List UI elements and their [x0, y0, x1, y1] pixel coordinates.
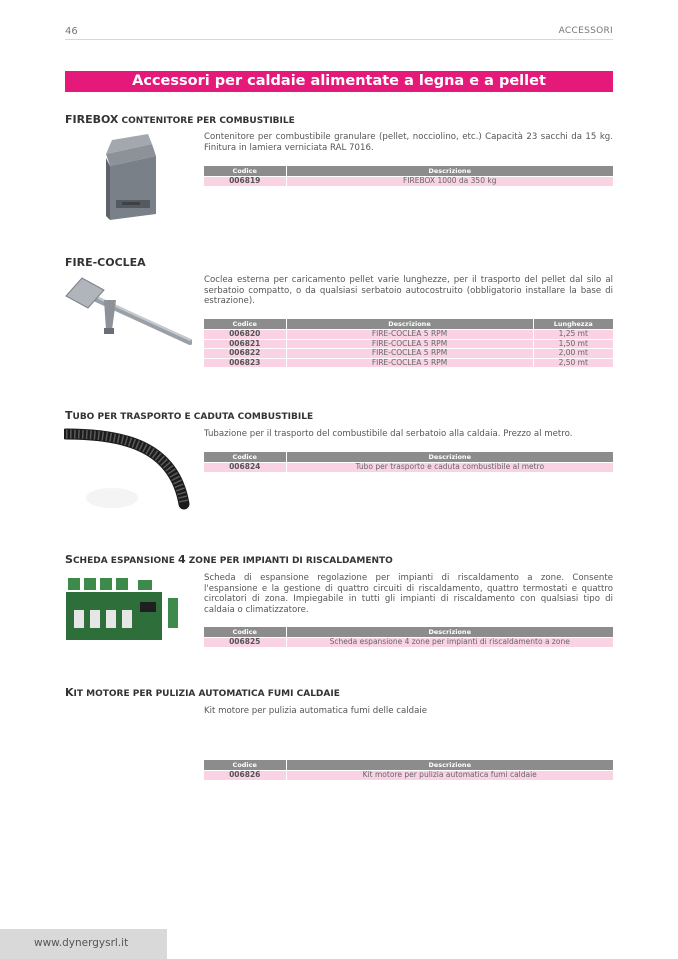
column-header: Codice: [204, 319, 286, 330]
product-code: 006822: [204, 349, 286, 359]
table-row: [204, 177, 613, 186]
column-header: Codice: [204, 627, 286, 638]
table-header-row: [204, 760, 613, 771]
product-code: 006820: [204, 330, 286, 340]
flexible-tube-image: [64, 428, 192, 510]
fire-coclea-image: [64, 276, 192, 346]
table-row: [204, 638, 613, 647]
firebox-title-main: FIREBOX: [65, 113, 119, 126]
footer: [0, 929, 167, 959]
product-code: 006819: [204, 177, 286, 186]
column-header: Descrizione: [286, 627, 613, 638]
table-row: [204, 330, 613, 340]
product-description: FIRE-COCLEA 5 RPM: [286, 339, 533, 349]
tubo-title: [65, 409, 313, 422]
tubo-title-rest: UBO PER TRASPORTO E CADUTA COMBUSTIBILE: [72, 412, 314, 422]
product-code: 006826: [204, 771, 286, 780]
product-description: FIREBOX 1000 da 350 kg: [286, 177, 613, 186]
scheda-title: [65, 553, 393, 566]
product-description: Kit motore per pulizia automatica fumi caldaie: [286, 771, 613, 780]
table-row: [204, 358, 613, 367]
firebox-title: [65, 113, 295, 126]
product-description: FIRE-COCLEA 5 RPM: [286, 358, 533, 367]
kit-title-rest: IT MOTORE PER PULIZIA AUTOMATICA FUMI CALDAIE: [73, 689, 340, 699]
product-code: 006824: [204, 463, 286, 472]
table-row: [204, 771, 613, 780]
product-length: 2,50 mt: [533, 358, 613, 367]
kit-description: Kit motore per pulizia automatica fumi delle caldaie: [204, 706, 428, 716]
table-row: [204, 463, 613, 472]
expansion-board-image: [64, 574, 188, 644]
tubo-table: [204, 452, 613, 472]
product-length: 1,25 mt: [533, 330, 613, 340]
product-description: Scheda espansione 4 zone per impianti di riscaldamento a zone: [286, 638, 613, 647]
firebox-description: Contenitore per combustibile granulare (pellet, nocciolino, etc.) Capacità 23 sacchi da 15 kg. Finitura in lamiera verniciata RAL 7016.: [204, 132, 613, 153]
coclea-description: Coclea esterna per caricamento pellet varie lunghezze, per il trasporto del pellet dal silo al serbatoio compatto, o da qualsiasi serbatoio autocostruito (obbligatorio installare la base di estrazione).: [204, 275, 613, 307]
column-header: Codice: [204, 166, 286, 177]
kit-table: [204, 760, 613, 780]
scheda-title-num: 4: [177, 553, 186, 566]
scheda-title-rest: ZONE PER IMPIANTI DI RISCALDAMENTO: [185, 556, 393, 566]
header-divider: [65, 39, 613, 40]
column-header: Descrizione: [286, 319, 533, 330]
section-label: ACCESSORI: [558, 26, 613, 36]
product-code: 006823: [204, 358, 286, 367]
column-header: Lunghezza: [533, 319, 613, 330]
table-header-row: [204, 452, 613, 463]
table-header-row: [204, 166, 613, 177]
product-description: FIRE-COCLEA 5 RPM: [286, 330, 533, 340]
firebox-title-rest: CONTENITORE PER COMBUSTIBILE: [118, 116, 295, 126]
column-header: Descrizione: [286, 166, 613, 177]
product-length: 2,00 mt: [533, 349, 613, 359]
firebox-table: [204, 166, 613, 186]
product-code: 006825: [204, 638, 286, 647]
product-description: Tubo per trasporto e caduta combustibile al metro: [286, 463, 613, 472]
page-number: 46: [65, 26, 78, 37]
tubo-description: Tubazione per il trasporto del combustibile dal serbatoio alla caldaia. Prezzo al metro.: [204, 429, 573, 439]
coclea-title: [65, 256, 146, 269]
column-header: Descrizione: [286, 452, 613, 463]
table-row: [204, 349, 613, 359]
scheda-title-first: S: [65, 553, 73, 566]
kit-title: [65, 686, 340, 699]
website-link[interactable]: www.dynergysrl.it: [34, 937, 129, 949]
page-title-banner: Accessori per caldaie alimentate a legna e a pellet: [65, 71, 613, 92]
column-header: Codice: [204, 760, 286, 771]
scheda-table: [204, 627, 613, 647]
tubo-title-first: T: [65, 409, 73, 422]
coclea-table: [204, 319, 613, 367]
product-description: FIRE-COCLEA 5 RPM: [286, 349, 533, 359]
product-code: 006821: [204, 339, 286, 349]
firebox-container-image: [92, 134, 164, 224]
scheda-title-mid: CHEDA ESPANSIONE: [72, 556, 178, 566]
kit-title-first: K: [65, 686, 74, 699]
product-length: 1,50 mt: [533, 339, 613, 349]
scheda-description: Scheda di espansione regolazione per impianti di riscaldamento a zone. Consente l'espansione e la gestione di quattro circuiti di riscaldamento, quattro termostati e quattro circolatori di zona. Impiegabile in tutti gli impianti di riscaldamento con qualsiasi tipo di caldaia o climatizzatore.: [204, 573, 613, 615]
table-header-row: [204, 319, 613, 330]
coclea-title-main: FIRE-COCLEA: [65, 256, 146, 269]
table-header-row: [204, 627, 613, 638]
column-header: Descrizione: [286, 760, 613, 771]
column-header: Codice: [204, 452, 286, 463]
